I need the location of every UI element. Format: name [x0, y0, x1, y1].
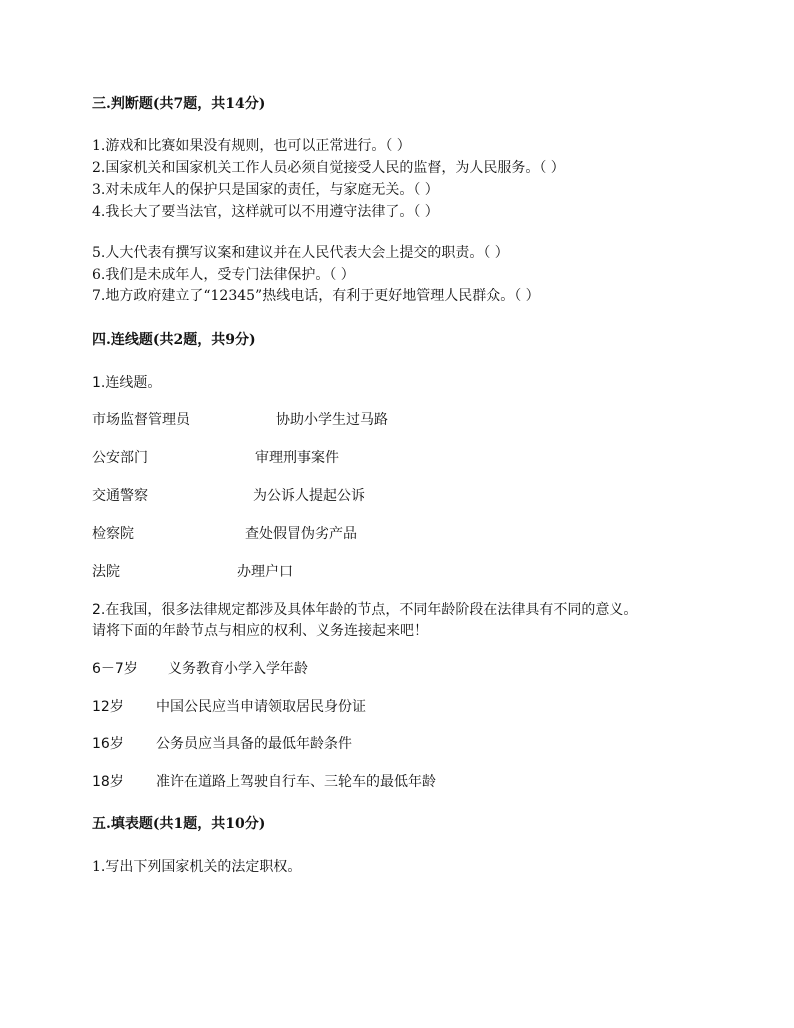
section-3-heading: 三.判断题(共7题，共14分) — [92, 96, 266, 112]
judgement-item-2: 2.国家机关和国家机关工作人员必须自觉接受人民的监督，为人民服务。（ ） — [92, 160, 565, 176]
matching-q2-left-4: 18岁 — [92, 774, 124, 790]
matching-q2-right-2: 中国公民应当申请领取居民身份证 — [156, 699, 366, 715]
matching-q1-right-4: 查处假冒伪劣产品 — [245, 526, 357, 542]
section-4-heading: 四.连线题(共2题，共9分) — [92, 332, 256, 348]
matching-q2-right-3: 公务员应当具备的最低年龄条件 — [156, 736, 352, 752]
judgement-item-4: 4.我长大了要当法官，这样就可以不用遵守法律了。（ ） — [92, 204, 439, 220]
matching-q1-title: 1.连线题。 — [92, 375, 162, 391]
section-5-heading: 五.填表题(共1题，共10分) — [92, 816, 266, 832]
judgement-item-3: 3.对未成年人的保护只是国家的责任，与家庭无关。（ ） — [92, 182, 439, 198]
matching-q1-left-5: 法院 — [92, 564, 120, 580]
judgement-item-7: 7.地方政府建立了“12345”热线电话，有利于更好地管理人民群众。（ ） — [92, 288, 540, 304]
matching-q2-left-3: 16岁 — [92, 736, 124, 752]
judgement-item-6: 6.我们是未成年人，受专门法律保护。（ ） — [92, 267, 355, 283]
matching-q1-left-4: 检察院 — [92, 526, 134, 542]
matching-q2-right-4: 准许在道路上驾驶自行车、三轮车的最低年龄 — [156, 774, 436, 790]
matching-q2-left-1: 6－7岁 — [92, 661, 138, 677]
matching-q1-right-3: 为公诉人提起公诉 — [253, 488, 365, 504]
matching-q1-left-3: 交通警察 — [92, 488, 148, 504]
matching-q1-left-1: 市场监督管理员 — [92, 412, 190, 428]
matching-q2-title-line2: 请将下面的年龄节点与相应的权利、义务连接起来吧！ — [92, 623, 428, 639]
judgement-item-1: 1.游戏和比赛如果没有规则，也可以正常进行。（ ） — [92, 138, 411, 154]
matching-q2-right-1: 义务教育小学入学年龄 — [168, 661, 308, 677]
judgement-item-5: 5.人大代表有撰写议案和建议并在人民代表大会上提交的职责。（ ） — [92, 245, 509, 261]
matching-q1-left-2: 公安部门 — [92, 450, 148, 466]
table-q1-title: 1.写出下列国家机关的法定职权。 — [92, 859, 302, 875]
matching-q1-right-5: 办理户口 — [237, 564, 293, 580]
matching-q1-right-1: 协助小学生过马路 — [276, 412, 388, 428]
matching-q2-title-line1: 2.在我国，很多法律规定都涉及具体年龄的节点，不同年龄阶段在法律具有不同的意义。 — [92, 602, 638, 618]
matching-q1-right-2: 审理刑事案件 — [255, 450, 339, 466]
matching-q2-left-2: 12岁 — [92, 699, 124, 715]
